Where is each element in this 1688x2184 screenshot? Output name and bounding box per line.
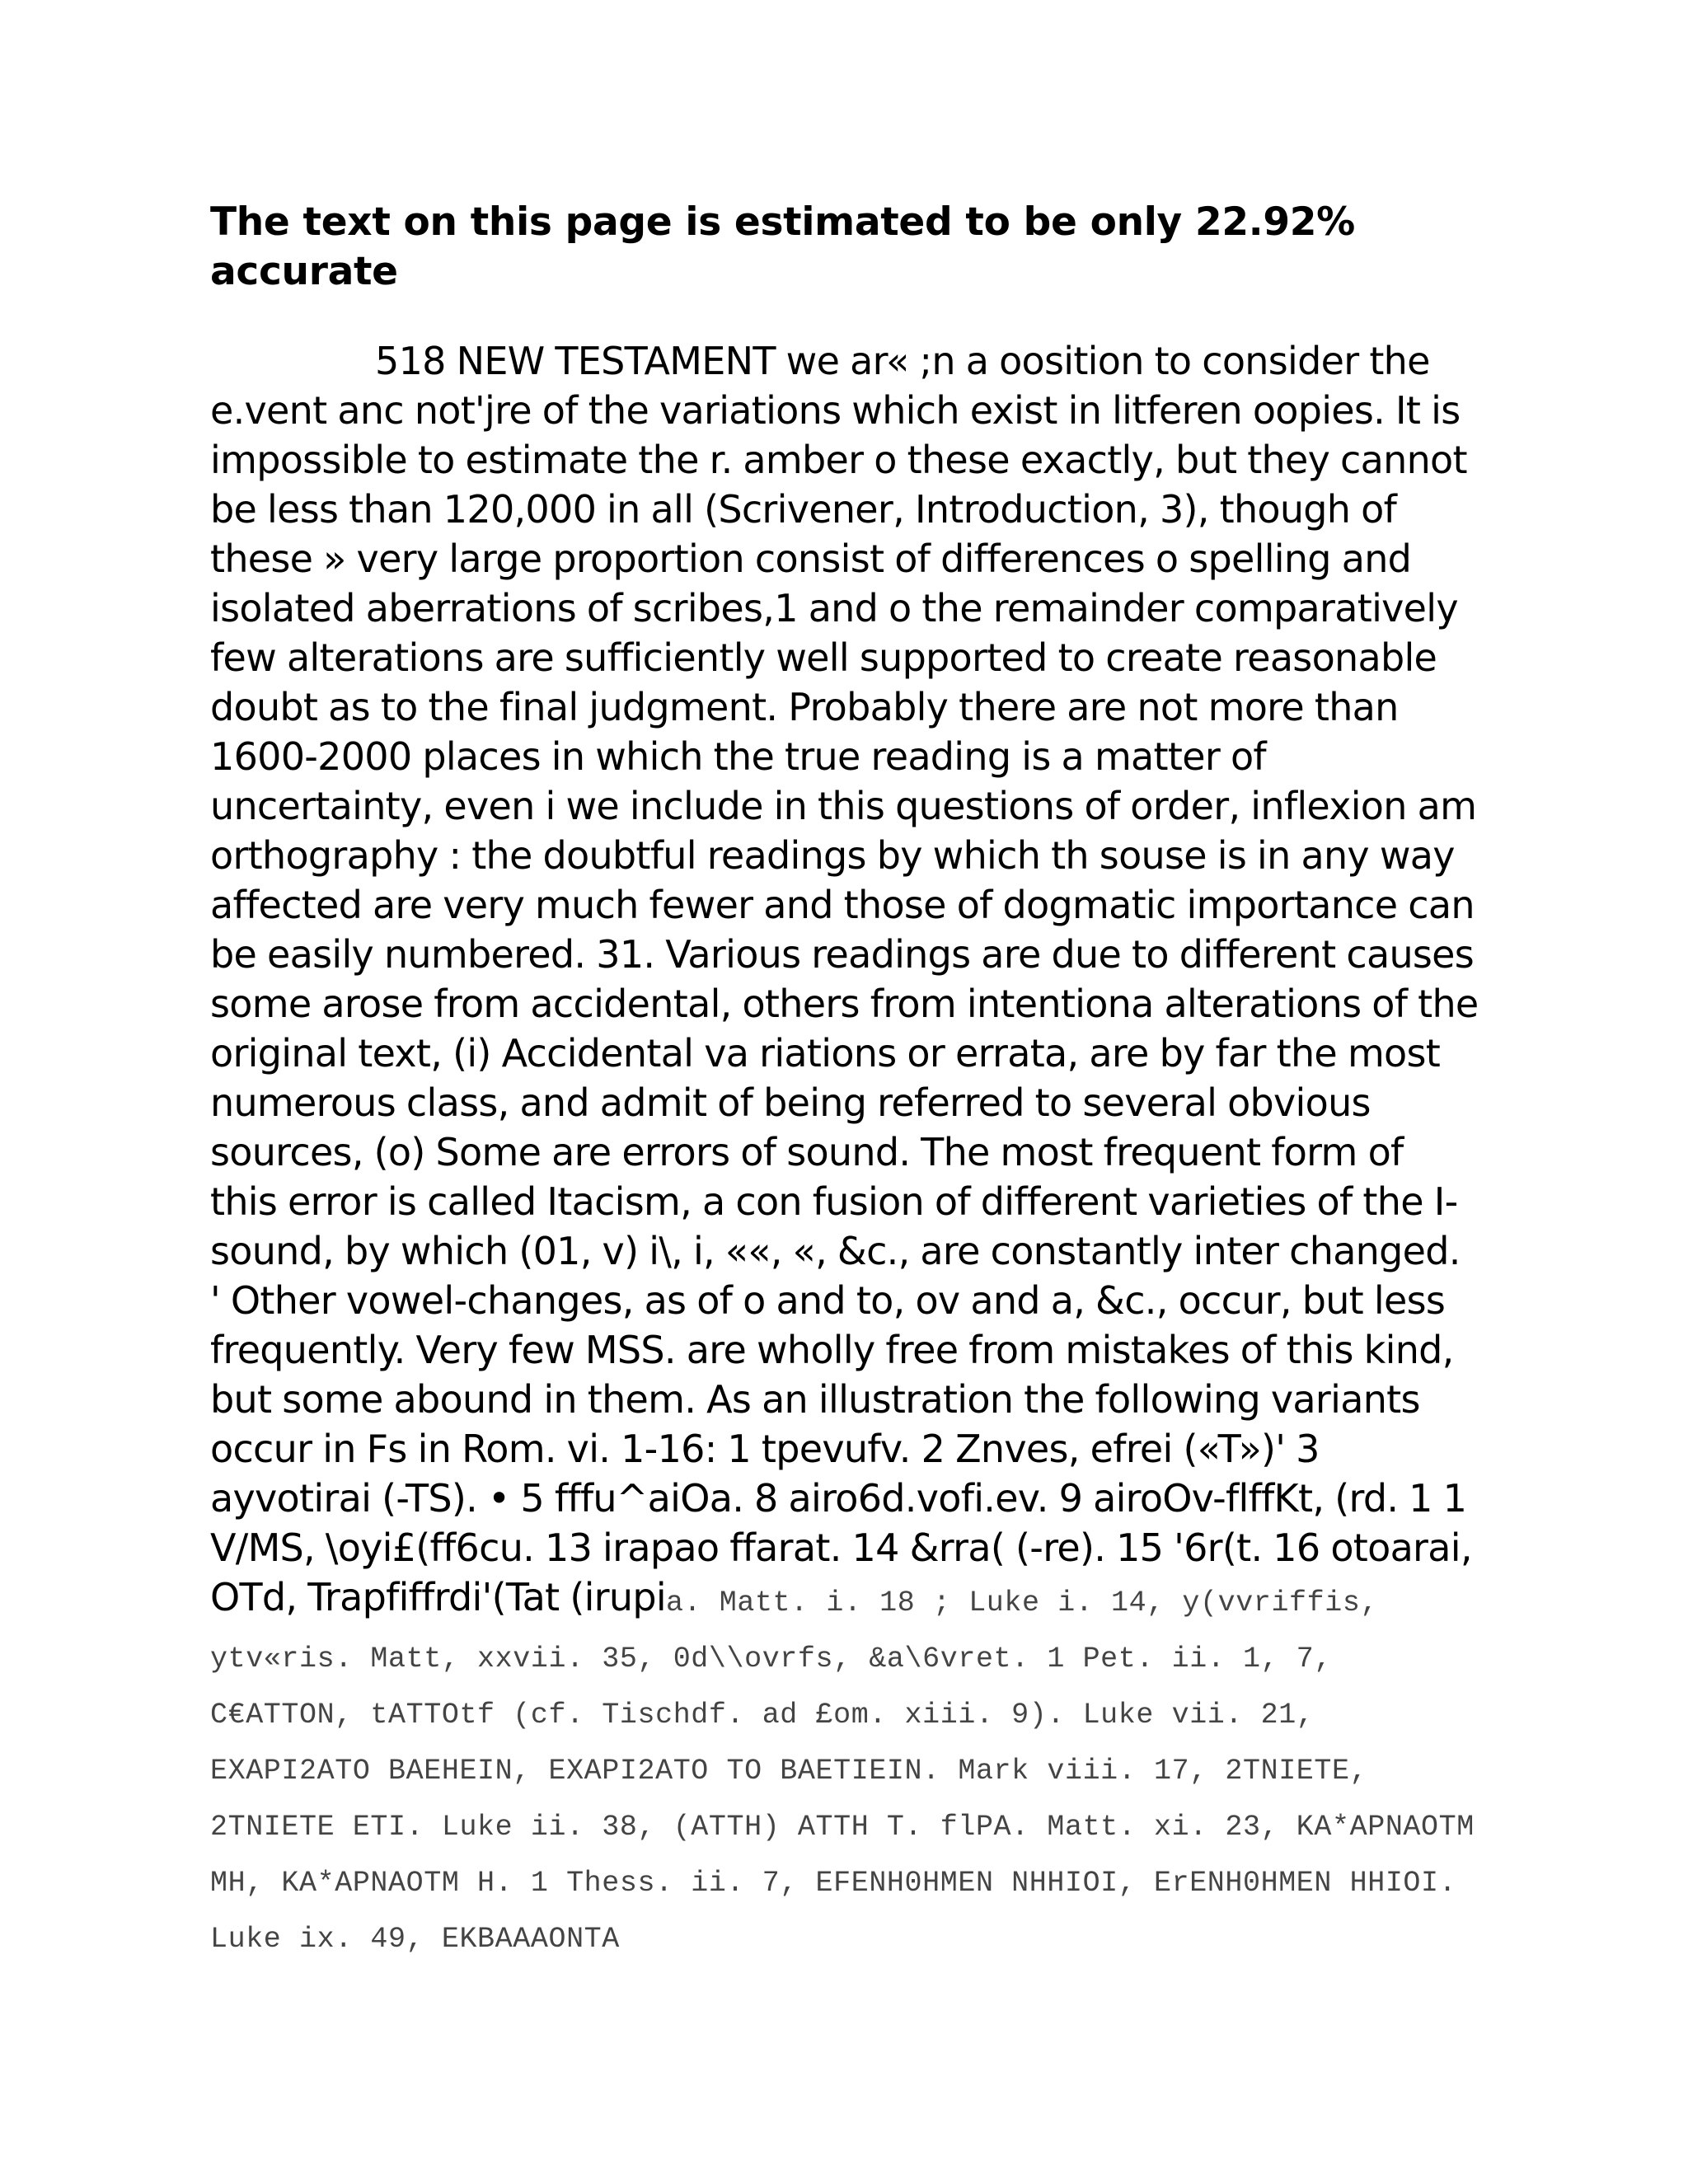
main-paragraph: 518 NEW TESTAMENT we ar« ;n a oosition to consider the e.vent anc not'jre of the variations which exist in litferen oopies. It is impossible to estimate the r. amber o these exactly, but they cannot be less than 120,000 in all (Scrivener, Introduction, 3), though of these » very large proportion consist of differences o spelling and isolated aberrations of scribes,1 and o the remainder comparatively few alterations are sufficiently well supported to create reasonable doubt as to the final judgment. Probably there are not more than 1600-2000 places in which the true reading is a matter of uncertainty, even i we include in this questions of order, inflexion am orthography : the doubtful readings by which th souse is in any way affected are very much fewer and those of dogmatic importance can be easily numbered. 31. Various readings are due to different causes some arose from accidental, others from intentiona alterations of the original text, (i) Accidental va riations or errata, are by far the most numerous class, and admit of being referred to several obvious sources, (o) Some are errors of sound. The most frequent form of this error is called Itacism, a con fusion of different varieties of the I-sound, by which (01, v) i\, i, ««, «, &c., are constantly inter changed. ' Other vowel-changes, as of o and to, ov and a, &c., occur, but less frequently. Very few MSS. are wholly free from mistakes of this kind, but some abound in them. As an illustration the following variants occur in Fs in Rom. vi. 1-16: 1 tpevufv. 2 Znves, efrei («T»)' 3 ayvotirai (-TS). • 5 fffu^aiOa. 8 airo6d.vofi.ev. 9 airoOv-flffKt, (rd. 1 1 V/MS, \oyi£(ff6cu. 13 irapao ffarat. 14 &rra( (-re). 15 '6r(t. 16 otoarai, OTd, Trapfiffrdi'(Tat (irupi — [210, 339, 1479, 1619]
body-text — [210, 336, 1479, 1965]
accuracy-heading: The text on this page is estimated to be only 22.92% accurate — [210, 199, 1355, 294]
document-page — [210, 198, 1479, 2003]
footnote-text: a. Matt. i. 18 ; Luke i. 14, y(vvriffis, ytv«ris. Matt, xxvii. 35, 0d\\ovrfs, &a\6vret. 1 Pet. ii. 1, 7, C€ATTON, tATTOtf (cf. Tischdf. ad £om. xiii. 9). Luke vii. 21, EXAPI2ATO BAEHEIN, EXAPI2ATO TO BAETIEIN. Mark viii. 17, 2TNIETE, 2TNIETE ETI. Luke ii. 38, (ATTH) ATTH T. flPA. Matt. xi. 23, KA*APNAOTM MH, KA*APNAOTM H. 1 Thess. ii. 7, EFENH0HMEN NHHIOI, ErENH0HMEN HHIOI. Luke ix. 49, EKBAAAONTA — [210, 1586, 1475, 1956]
